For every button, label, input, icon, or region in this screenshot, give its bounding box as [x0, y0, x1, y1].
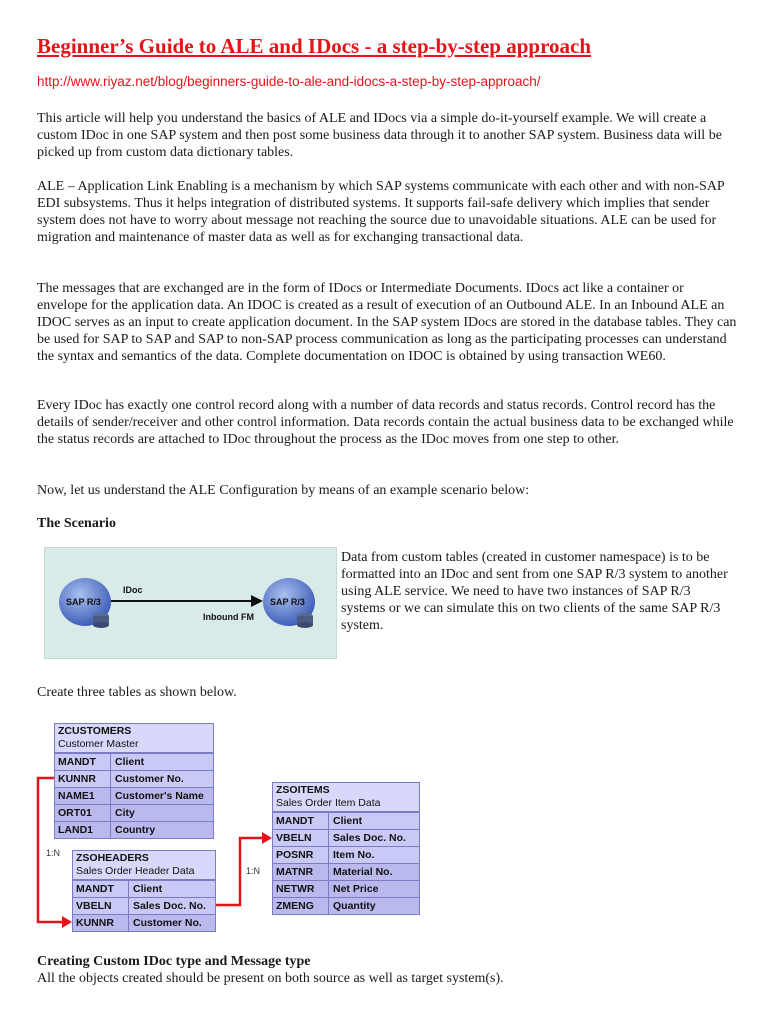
table-name: ZSOHEADERS: [76, 852, 149, 864]
tables-diagram: [30, 720, 420, 945]
field-text: Client: [111, 754, 213, 770]
table-row: [55, 753, 213, 770]
table-header: [73, 851, 215, 880]
table-row: [273, 812, 419, 829]
scenario-description: Data from custom tables (created in customer namespace) is to be formatted into an IDoc and sent from one SAP R/3 system to another using ALE service. We need to have two instances of SAP R/3 systems or we can simulate this on two clients of the same SAP R/3 system.: [341, 550, 728, 633]
scenario-heading: The Scenario: [37, 516, 116, 531]
field-text: City: [115, 807, 135, 819]
field-name: KUNNR: [73, 915, 129, 931]
field-name: LAND1: [55, 822, 111, 838]
inbound-label: Inbound FM: [203, 612, 254, 622]
field-name: MANDT: [273, 813, 329, 829]
field-name: MANDT: [55, 754, 111, 770]
table-zsoitems: [272, 782, 420, 915]
field-text: Client: [129, 881, 215, 897]
field-name: ORT01: [55, 805, 111, 821]
field-text: Material No.: [333, 866, 393, 878]
field-text: Customer No.: [111, 771, 213, 787]
table-header: [273, 783, 419, 812]
section-heading: Creating Custom IDoc type and Message type: [37, 954, 311, 969]
paragraph-records: Every IDoc has exactly one control record along with a number of data records and status records. Control record has the details of sender/receiver and other control information. Data records contain the actual business data to be exchanged while the status records are attached to IDoc throughout the process as the IDoc moves from one step to other.: [37, 398, 734, 447]
table-name: ZCUSTOMERS: [58, 725, 132, 737]
table-row: [73, 897, 215, 914]
table-name: ZSOITEMS: [276, 784, 330, 796]
field-name: VBELN: [73, 898, 129, 914]
table-header: [55, 724, 213, 753]
field-name: NAME1: [55, 788, 111, 804]
field-text: Country: [115, 824, 156, 836]
field-text: Sales Doc. No.: [129, 898, 215, 914]
field-text: Customer No.: [133, 917, 202, 929]
arrow-label: IDoc: [123, 585, 143, 595]
paragraph-intro: This article will help you understand the basics of ALE and IDocs via a simple do-it-yourself example. We will create a custom IDoc in one SAP system and then post some business data through it to another SAP system. Business data will be picked up from custom data dictionary tables.: [37, 111, 722, 160]
arrow-head: [251, 595, 263, 607]
table-row: [55, 770, 213, 787]
table-row: [273, 880, 419, 897]
table-row: [273, 863, 419, 880]
scenario-svg: [45, 548, 336, 658]
paragraph-idocs: The messages that are exchanged are in the form of IDocs or Intermediate Documents. IDocs act like a container or envelope for the application data. An IDOC is created as a result of execution of an Outbound ALE. In an Inbound ALE an IDOC serves as an input to create application document. In the SAP system IDocs are stored in the database tables. They can be used for SAP to SAP and SAP to non-SAP process communication as long as the participating processes can understand the syntax and semantics of the data. Complete documentation on IDOC is obtained by using transaction WE60.: [37, 281, 737, 364]
right-node-label: SAP R/3: [270, 597, 305, 607]
left-node-label: SAP R/3: [66, 597, 101, 607]
table-row: [273, 846, 419, 863]
field-text: Customer's Name: [115, 790, 204, 802]
section-text: All the objects created should be present on both source as well as target system(s).: [37, 971, 504, 986]
field-name: MANDT: [73, 881, 129, 897]
table-row: [55, 787, 213, 804]
field-text: Client: [329, 813, 419, 829]
table-row: [55, 821, 213, 838]
table-row: [73, 880, 215, 897]
table-row: [273, 829, 419, 846]
field-text: Net Price: [333, 883, 379, 895]
table-zcustomers: [54, 723, 214, 839]
field-text: Item No.: [329, 847, 419, 863]
field-name: NETWR: [273, 881, 329, 897]
field-name: POSNR: [273, 847, 329, 863]
field-name: KUNNR: [55, 771, 111, 787]
field-name: MATNR: [273, 864, 329, 880]
field-text: Quantity: [333, 900, 376, 912]
table-desc: Sales Order Header Data: [76, 865, 195, 877]
table-row: [273, 897, 419, 914]
paragraph-ale: ALE – Application Link Enabling is a mechanism by which SAP systems communicate with each other and with non-SAP EDI subsystems. Thus it helps integration of distributed systems. It supports fail-safe delivery which implies that sender system does not have to worry about message not reaching the source due to unavoidable situations. ALE can be used for migration and maintenance of master data as well as for exchanging transactional data.: [37, 179, 725, 245]
tables-intro: Create three tables as shown below.: [37, 685, 237, 700]
table-row: [73, 914, 215, 931]
table-row: [55, 804, 213, 821]
table-desc: Customer Master: [58, 738, 139, 750]
relation-label-2: 1:N: [246, 866, 261, 876]
page-title: Beginner’s Guide to ALE and IDocs - a step-by-step approach: [37, 34, 592, 58]
table-desc: Sales Order Item Data: [276, 797, 381, 809]
table-zsoheaders: [72, 850, 216, 932]
source-url[interactable]: http://www.riyaz.net/blog/beginners-guide-to-ale-and-idocs-a-step-by-step-approach/: [37, 74, 541, 89]
paragraph-config: Now, let us understand the ALE Configuration by means of an example scenario below:: [37, 483, 530, 498]
relation-label-1: 1:N: [46, 848, 61, 858]
scenario-diagram: [44, 547, 337, 659]
field-name: VBELN: [273, 830, 329, 846]
field-text: Sales Doc. No.: [329, 830, 419, 846]
field-name: ZMENG: [273, 898, 329, 914]
